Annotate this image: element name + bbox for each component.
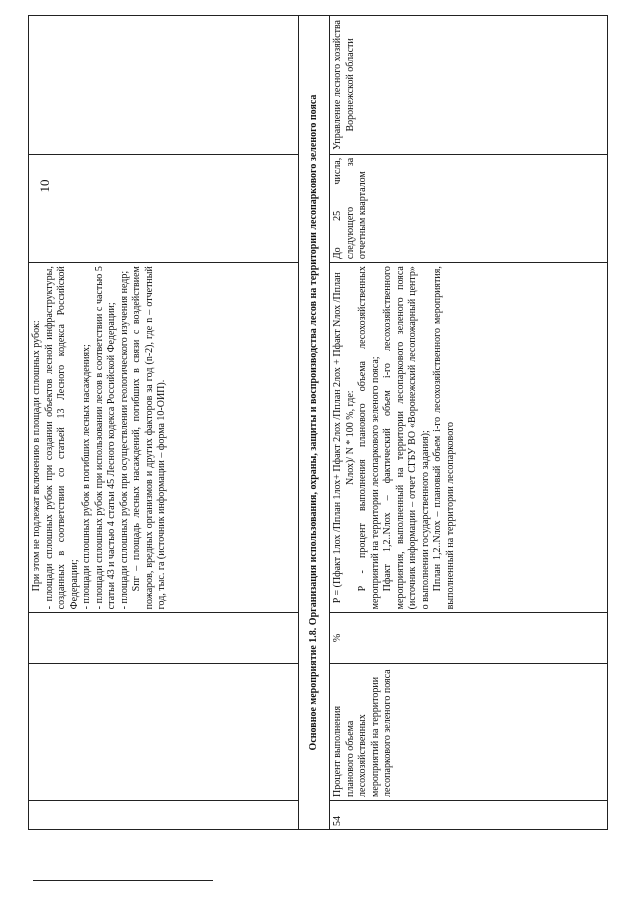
responsible-body: Управление лесного хозяйства Воронежской области: [330, 16, 608, 155]
cell-num-empty: [29, 800, 299, 829]
term: До 25 числа, следующего за отчетным кварталом: [330, 154, 608, 262]
text-line: - площади сплошных рубок при использовании лесов в соответствии с частью 5 статьи 43 и частью 4 статьи 45 Лесного кодекса Российской Федерации;: [93, 266, 117, 610]
row-number: 54: [330, 800, 608, 829]
table-row: [29, 16, 299, 830]
section-row: [299, 16, 330, 830]
cell-name-empty: [29, 663, 299, 800]
text-line: Sпг – площадь лесных насаждений, погибших в связи с воздействием пожаров, вредных организмов и других факторов за год (n-2), где n – отчетный год, тыс. га (источник информации – форма 10-ОИП).: [131, 266, 167, 610]
cell-methodology-continued: [29, 263, 299, 613]
rotated-page: [28, 15, 608, 830]
cell-unit-empty: [29, 613, 299, 663]
indicator-name: Процент выполнения планового объема лесохозяйственных мероприятий на территории лесопаркового зеленого пояса: [330, 663, 608, 800]
text-line: - площади сплошных рубок при осуществлении геологического изучения недр;: [118, 270, 130, 610]
text-line: - площади сплошных рубок при создании объектов лесной инфраструктуры, созданных в соответствии со статьей 13 Лесного кодекса Российской Федерации;: [43, 266, 80, 610]
section-header: Основное мероприятие 1.8. Организация использования, охраны, защиты и воспроизводства лесов на территории лесопаркового зеленого пояса: [299, 16, 330, 830]
formula-cell: [330, 263, 608, 613]
unit: %: [330, 613, 608, 663]
text-line: При этом не подлежат включению в площади сплошных рубок:: [31, 320, 42, 592]
indicators-table: [28, 15, 608, 830]
formula: P = (Пфакт 1лох /Пплан 1лох+ Пфакт 2лох /Пплан 2лох + Пфакт Nлох /Пплан Nлох)/ N * 100 %, где:: [332, 272, 356, 604]
footnote-separator: [33, 880, 213, 881]
cell-source-empty: [29, 16, 299, 155]
table-row: [330, 16, 608, 830]
definition-plan: Пплан 1,2..Nлох – плановый объем i-го лесохозяйственного мероприятия, выполненный на территории лесопаркового: [432, 266, 456, 610]
page-number: 10: [37, 179, 52, 193]
definition-fact: Пфакт 1,2..Nлох – фактический объем i-го лесохозяйственного мероприятия, выполненный на территории лесопаркового зеленого пояса (источник информации – отчет СГБУ ВО «Воронежский лесопожарный центр» о выполнении государственного задания);: [382, 266, 431, 610]
definition-p: Р - процент выполнения планового объема лесохозяйственных мероприятий на территории лесопаркового зеленого пояса;: [357, 266, 381, 610]
cell-term-empty: [29, 154, 299, 262]
text-line: - площади сплошных рубок в погибших лесных насаждениях;: [81, 344, 92, 610]
